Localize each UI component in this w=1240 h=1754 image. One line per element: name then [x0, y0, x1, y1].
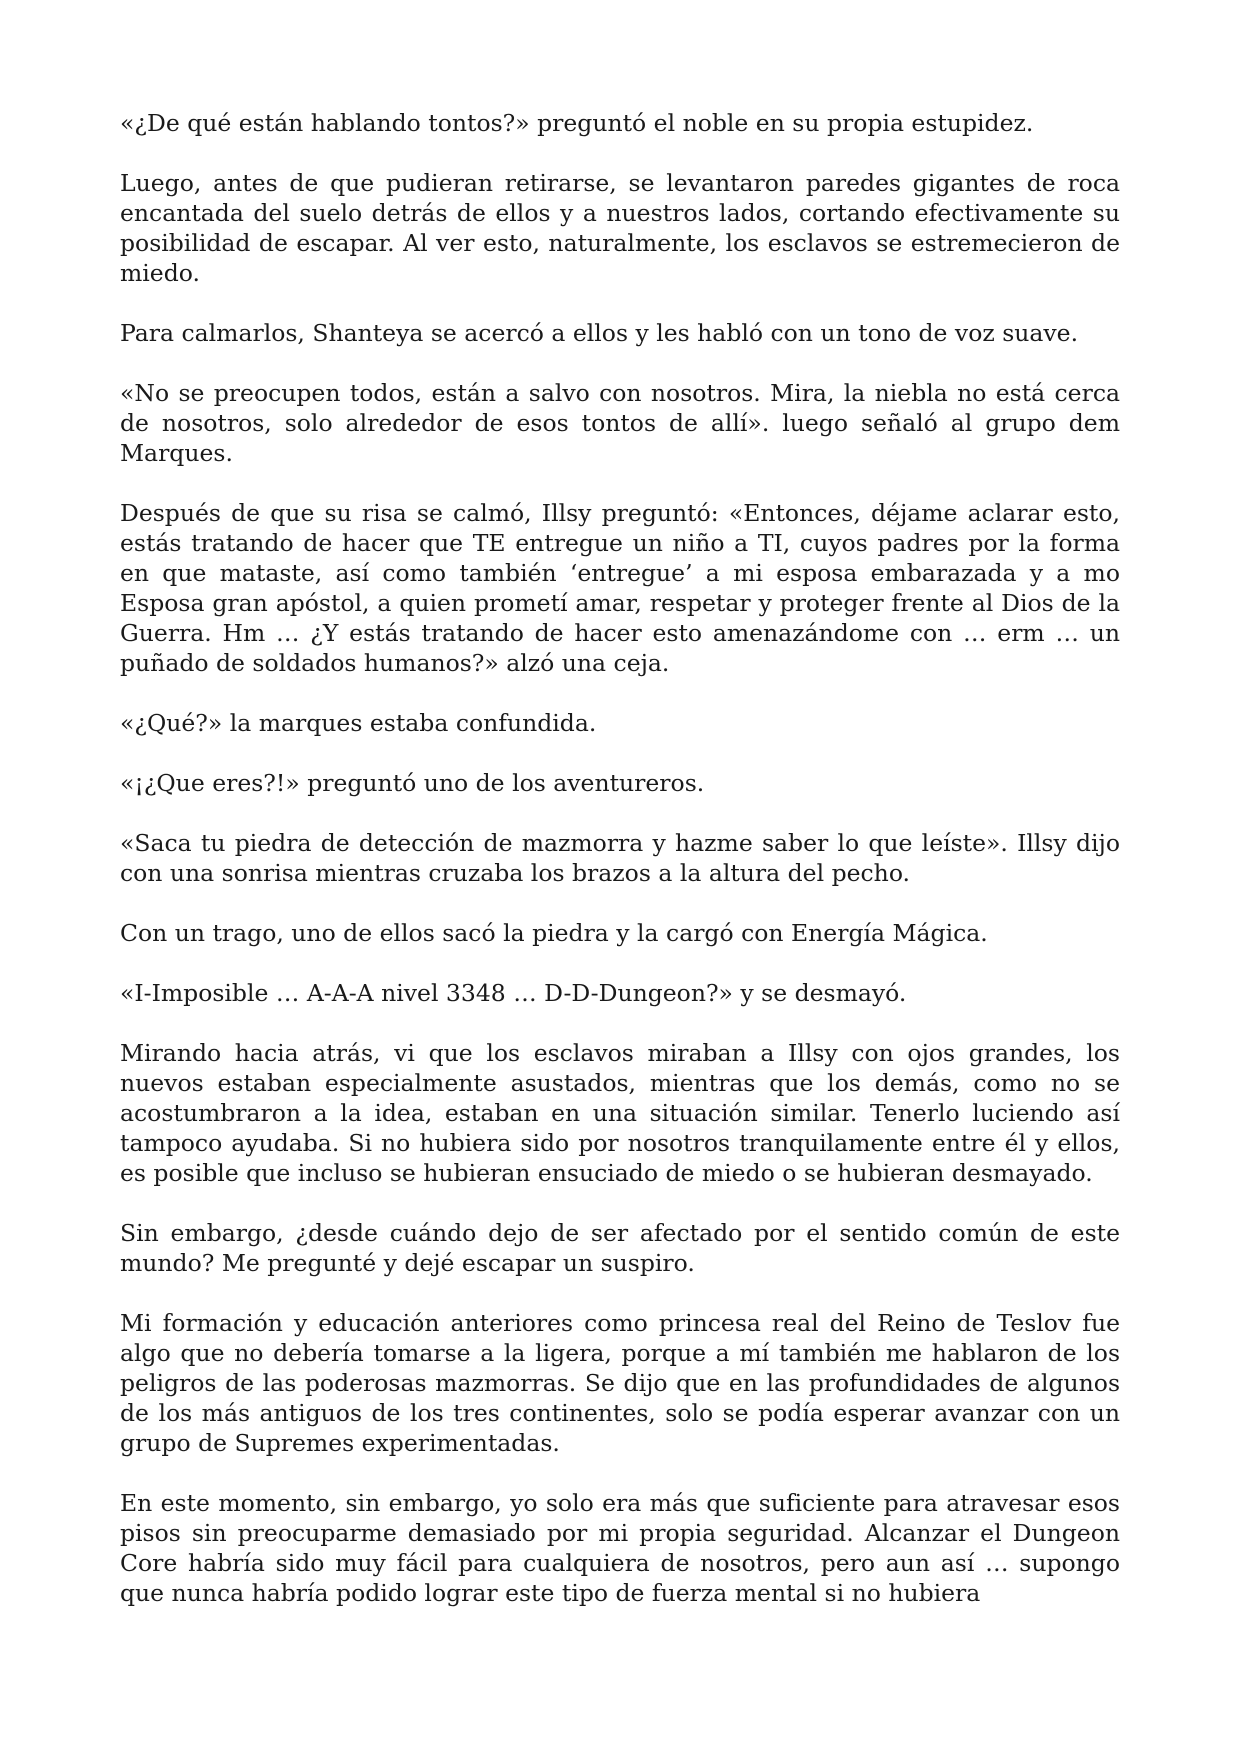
paragraph: «Saca tu piedra de detección de mazmorra y hazme saber lo que leíste». Illsy dijo con una sonrisa mientras cruzaba los brazos a la altura del pecho.	[120, 829, 1120, 887]
paragraph: Para calmarlos, Shanteya se acercó a ellos y les habló con un tono de voz suave.	[120, 319, 1079, 347]
paragraph: «¡¿Que eres?!» preguntó uno de los aventureros.	[120, 769, 705, 797]
paragraph: En este momento, sin embargo, yo solo era más que suficiente para atravesar esos pisos sin preocuparme demasiado por mi propia seguridad. Alcanzar el Dungeon Core habría sido muy fácil para cualquiera de nosotros, pero aun así … supongo que nunca habría podido lograr este tipo de fuerza mental si no hubiera	[120, 1489, 1120, 1607]
paragraph: Con un trago, uno de ellos sacó la piedra y la cargó con Energía Mágica.	[120, 919, 988, 947]
paragraph: Sin embargo, ¿desde cuándo dejo de ser afectado por el sentido común de este mundo? Me pregunté y dejé escapar un suspiro.	[120, 1219, 1120, 1277]
paragraph: «I-Imposible … A-A-A nivel 3348 … D-D-Dungeon?» y se desmayó.	[120, 979, 907, 1007]
paragraph: «¿De qué están hablando tontos?» preguntó el noble en su propia estupidez.	[120, 109, 1034, 137]
paragraph: Después de que su risa se calmó, Illsy preguntó: «Entonces, déjame aclarar esto, estás tratando de hacer que TE entregue un niño a TI, cuyos padres por la forma en que mataste, así como también ‘entregue’ a mi esposa embarazada y a mo Esposa gran apóstol, a quien prometí amar, respetar y proteger frente al Dios de la Guerra. Hm … ¿Y estás tratando de hacer esto amenazándome con … erm … un puñado de soldados humanos?» alzó una ceja.	[120, 499, 1120, 677]
paragraph: Mirando hacia atrás, vi que los esclavos miraban a Illsy con ojos grandes, los nuevos estaban especialmente asustados, mientras que los demás, como no se acostumbraron a la idea, estaban en una situación similar. Tenerlo luciendo así tampoco ayudaba. Si no hubiera sido por nosotros tranquilamente entre él y ellos, es posible que incluso se hubieran ensuciado de miedo o se hubieran desmayado.	[120, 1039, 1120, 1187]
paragraph: «¿Qué?» la marques estaba confundida.	[120, 709, 597, 737]
paragraph: Mi formación y educación anteriores como princesa real del Reino de Teslov fue algo que no debería tomarse a la ligera, porque a mí también me hablaron de los peligros de las poderosas mazmorras. Se dijo que en las profundidades de algunos de los más antiguos de los tres continentes, solo se podía esperar avanzar con un grupo de Supremes experimentadas.	[120, 1309, 1120, 1457]
document-page	[120, 108, 1120, 1608]
paragraph: «No se preocupen todos, están a salvo con nosotros. Mira, la niebla no está cerca de nosotros, solo alrededor de esos tontos de allí». luego señaló al grupo dem Marques.	[120, 379, 1120, 467]
paragraph: Luego, antes de que pudieran retirarse, se levantaron paredes gigantes de roca encantada del suelo detrás de ellos y a nuestros lados, cortando efectivamente su posibilidad de escapar. Al ver esto, naturalmente, los esclavos se estremecieron de miedo.	[120, 169, 1120, 287]
